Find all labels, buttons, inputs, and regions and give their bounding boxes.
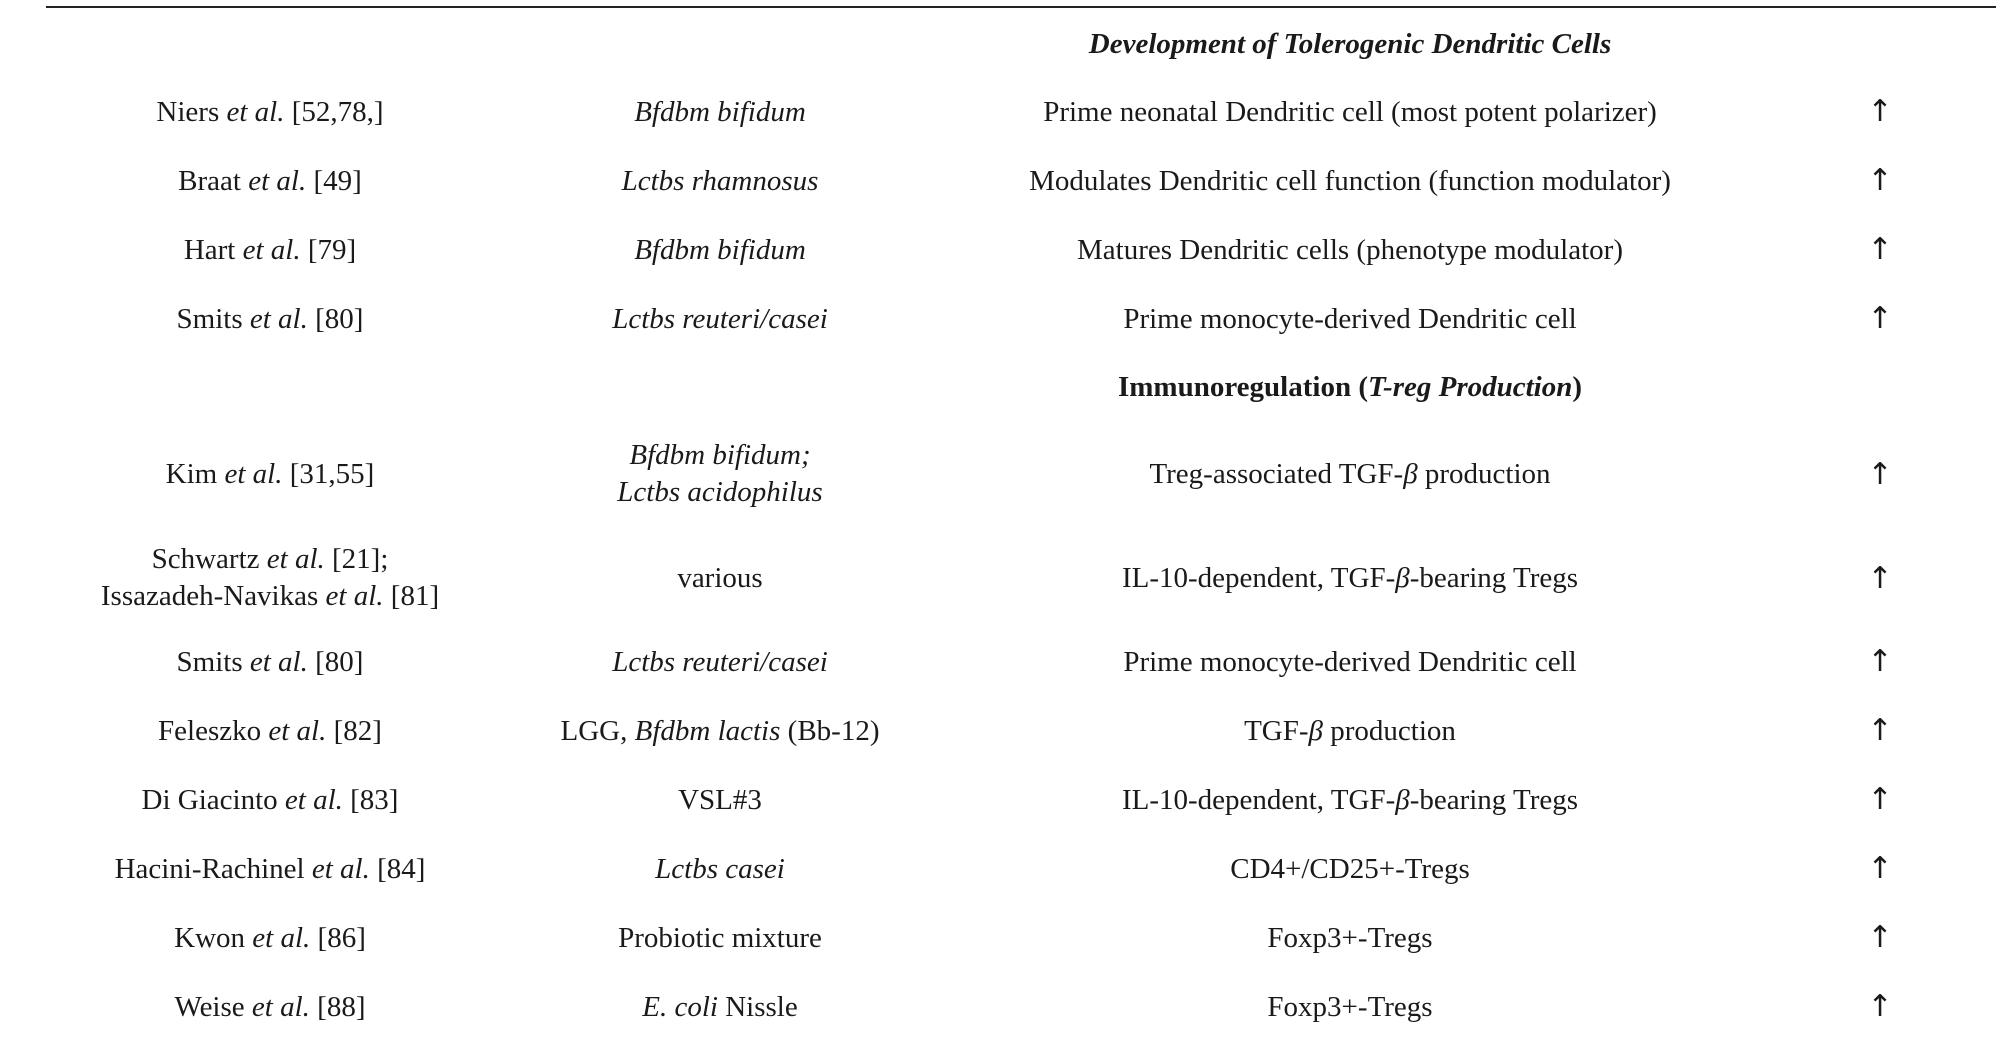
effect-cell: Modulates Dendritic cell function (function modulator) bbox=[1029, 165, 1671, 197]
effect-cell: Foxp3+-Tregs bbox=[1267, 991, 1433, 1023]
table-row bbox=[0, 781, 2005, 819]
author-cell: Di Giacinto et al. [83] bbox=[141, 784, 399, 816]
table-row bbox=[0, 850, 2005, 888]
author-cell: Weise et al. [88] bbox=[174, 991, 366, 1023]
up-arrow-icon: ↑ bbox=[1867, 713, 1893, 748]
strain-cell: Lctbs casei bbox=[655, 853, 785, 885]
author-cell: Braat et al. [49] bbox=[178, 165, 362, 197]
table-row bbox=[0, 231, 2005, 269]
strain-cell: various bbox=[677, 561, 763, 594]
table-row bbox=[0, 540, 2005, 616]
section-header-immunoregulation: Immunoregulation (T-reg Production) bbox=[1117, 371, 1583, 403]
author-cell: Smits et al. [80] bbox=[176, 646, 364, 678]
table-row bbox=[0, 93, 2005, 131]
author-cell: Smits et al. [80] bbox=[176, 303, 364, 335]
table-row bbox=[0, 712, 2005, 750]
strain-cell: E. coli Nissle bbox=[642, 991, 798, 1023]
table-row bbox=[0, 988, 2005, 1026]
table-row bbox=[0, 643, 2005, 681]
strain-cell: Bfdbm bifidum bbox=[634, 234, 806, 266]
table-row bbox=[0, 162, 2005, 200]
strain-cell: Probiotic mixture bbox=[618, 922, 822, 954]
strain-cell: LGG, Bfdbm lactis (Bb-12) bbox=[560, 715, 880, 747]
strain-cell: Lctbs reuteri/casei bbox=[612, 646, 828, 678]
author-cell: Feleszko et al. [82] bbox=[158, 715, 382, 747]
up-arrow-icon: ↑ bbox=[1867, 163, 1893, 198]
author-cell: Niers et al. [52,78,] bbox=[156, 96, 384, 128]
author-cell: Hacini-Rachinel et al. [84] bbox=[114, 853, 426, 885]
up-arrow-icon: ↑ bbox=[1867, 851, 1893, 886]
effect-cell: IL-10-dependent, TGF-β-bearing Tregs bbox=[1121, 561, 1579, 594]
effect-cell: IL-10-dependent, TGF-β-bearing Tregs bbox=[1121, 784, 1579, 816]
effect-cell: Matures Dendritic cells (phenotype modulator) bbox=[1076, 234, 1623, 266]
up-arrow-icon: ↑ bbox=[1867, 456, 1893, 492]
table-row bbox=[0, 300, 2005, 338]
up-arrow-icon: ↑ bbox=[1867, 560, 1893, 596]
strain-cell: Lctbs rhamnosus bbox=[621, 165, 819, 197]
effect-cell: Prime monocyte-derived Dendritic cell bbox=[1123, 303, 1577, 335]
strain-cell: VSL#3 bbox=[678, 784, 762, 816]
up-arrow-icon: ↑ bbox=[1867, 989, 1893, 1024]
up-arrow-icon: ↑ bbox=[1867, 301, 1893, 336]
effect-cell: Prime neonatal Dendritic cell (most potent polarizer) bbox=[1043, 96, 1657, 128]
strain-cell: Bfdbm bifidum bbox=[634, 96, 806, 128]
author-cell: Kim et al. [31,55] bbox=[165, 457, 375, 490]
table-row bbox=[0, 919, 2005, 957]
up-arrow-icon: ↑ bbox=[1867, 920, 1893, 955]
up-arrow-icon: ↑ bbox=[1867, 782, 1893, 817]
strain-cell: Bfdbm bifidum; Lctbs acidophilus bbox=[617, 439, 823, 508]
author-cell: Hart et al. [79] bbox=[183, 234, 357, 266]
up-arrow-icon: ↑ bbox=[1867, 232, 1893, 267]
up-arrow-icon: ↑ bbox=[1867, 644, 1893, 679]
effect-cell: Foxp3+-Tregs bbox=[1267, 922, 1433, 954]
author-cell: Kwon et al. [86] bbox=[174, 922, 366, 954]
strain-cell: Lctbs reuteri/casei bbox=[612, 303, 828, 335]
table-top-rule bbox=[46, 6, 1996, 8]
author-cell: Schwartz et al. [21]; Issazadeh-Navikas et al. [81] bbox=[100, 543, 440, 612]
table-row bbox=[0, 436, 2005, 512]
effect-cell: TGF-β production bbox=[1244, 715, 1456, 747]
section-header-tolerogenic-dc: Development of Tolerogenic Dendritic Cells bbox=[1088, 28, 1612, 60]
effect-cell: Prime monocyte-derived Dendritic cell bbox=[1123, 646, 1577, 678]
effect-cell: Treg-associated TGF-β production bbox=[1149, 457, 1551, 490]
up-arrow-icon: ↑ bbox=[1867, 94, 1893, 129]
effect-cell: CD4+/CD25+-Tregs bbox=[1230, 853, 1470, 885]
